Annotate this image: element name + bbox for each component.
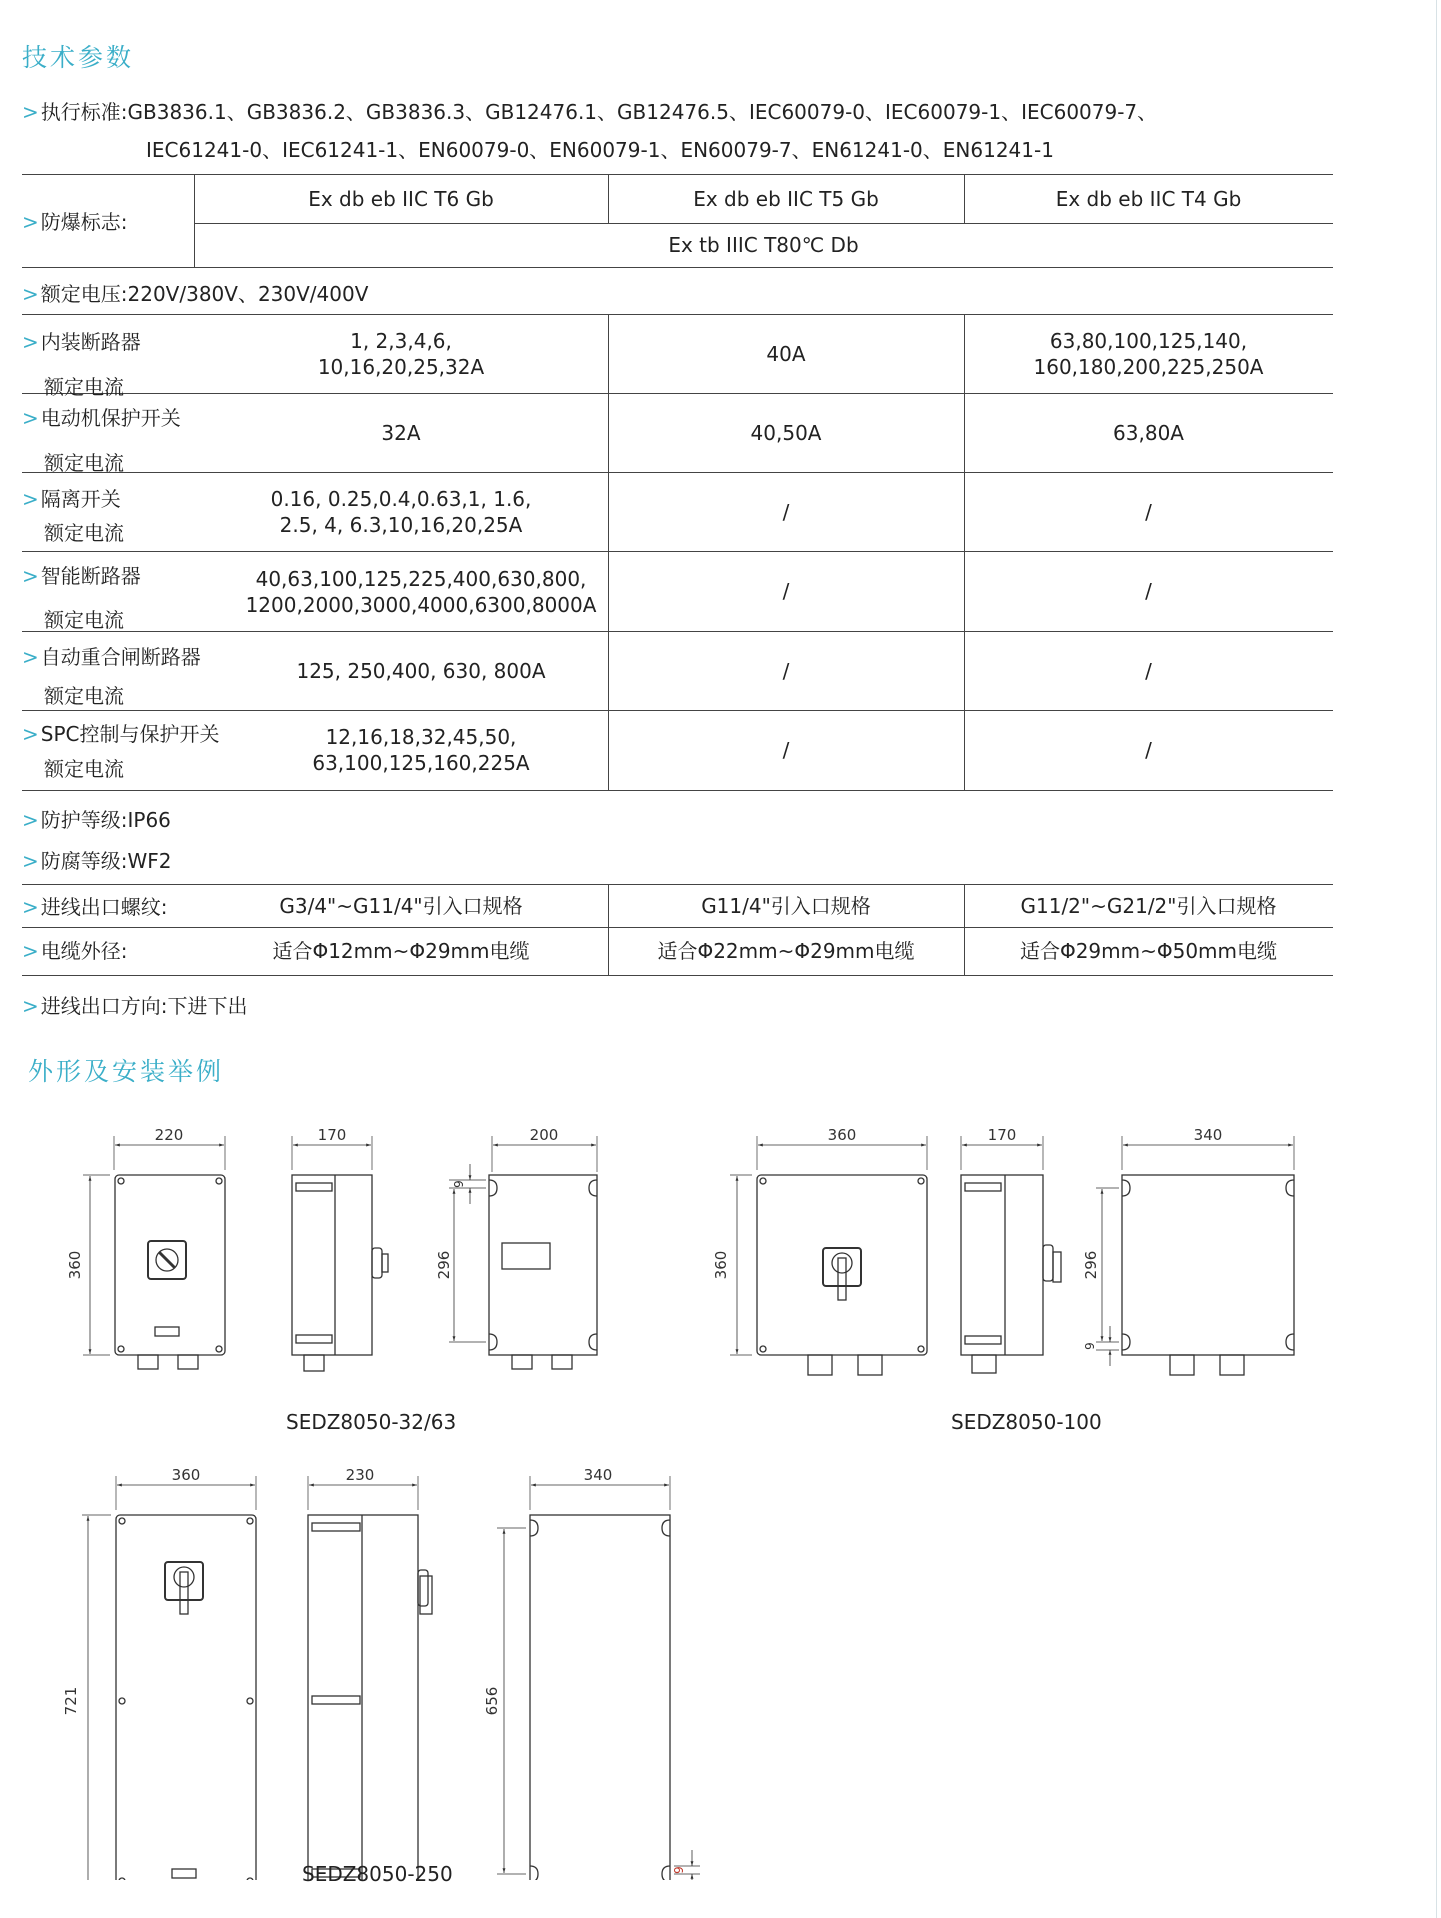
cell-line: 63,100,125,160,225A — [312, 751, 530, 775]
dim-a-side: 170 — [317, 1126, 347, 1144]
cable-label: > 电缆外径: — [22, 939, 128, 963]
corrosion-rating: > 防腐等级:WF2 — [22, 849, 172, 873]
dim-c-side: 230 — [345, 1466, 375, 1484]
drawing-b-front — [730, 1136, 927, 1375]
cell-line: 1200,2000,3000,4000,6300,8000A — [245, 593, 597, 617]
cell-recloser-t6: 125, 250,400, 630, 800A — [296, 658, 546, 683]
cell-recloser-t4: / — [1145, 658, 1152, 683]
cell-spc-t5: / — [782, 738, 790, 762]
cell-smart-t6 — [234, 564, 608, 620]
standards-line2: IEC61241-0、IEC61241-1、EN60079-0、EN60079-1、EN60079-7、EN61241-0、EN61241-1 — [146, 138, 1054, 162]
dim-b-width: 360 — [827, 1126, 857, 1144]
cell-line: 10,16,20,25,32A — [317, 355, 485, 379]
cell-line: 2.5, 4, 6.3,10,16,20,25A — [279, 513, 523, 537]
row-label-text: SPC控制与保护开关 — [40, 722, 220, 746]
row-sublabel: 额定电流 — [44, 451, 124, 475]
row-sublabel: 额定电流 — [44, 608, 124, 632]
cell-motor-t5: 40,50A — [750, 420, 822, 445]
row-sublabel: 额定电流 — [44, 375, 124, 399]
cell-isolator-t4: / — [1145, 499, 1152, 524]
ex-mark-t6: Ex db eb IIC T6 Gb — [308, 186, 494, 211]
cable-label-text: 电缆外径: — [40, 939, 128, 963]
cell-breaker-t5: 40A — [766, 341, 806, 366]
dim-a-hole: 296 — [435, 1250, 453, 1280]
dim-a-small: 9 — [452, 1180, 466, 1188]
cell-line: 0.16, 0.25,0.4,0.63,1, 1.6, — [270, 487, 532, 511]
cable-t6: 适合Φ12mm~Φ29mm电缆 — [272, 939, 530, 963]
cable-t5: 适合Φ22mm~Φ29mm电缆 — [657, 939, 915, 963]
cell-isolator-t5: / — [782, 499, 790, 524]
thread-t5: G11/4"引入口规格 — [701, 893, 871, 918]
drawing-a-front — [83, 1136, 225, 1369]
ex-marking-label: > 防爆标志: — [22, 210, 128, 234]
thread-label-text: 进线出口螺纹: — [40, 895, 168, 919]
row-label-spc: > SPC控制与保护开关 — [22, 722, 220, 746]
cell-line: 160,180,200,225,250A — [1033, 355, 1264, 379]
cable-direction-text: 进线出口方向:下进下出 — [40, 994, 248, 1018]
caption-a: SEDZ8050-32/63 — [286, 1410, 457, 1434]
dim-b-hole: 296 — [1082, 1250, 1100, 1280]
dim-a-back: 200 — [529, 1126, 559, 1144]
row-label-text: 内装断路器 — [40, 330, 141, 354]
cell-spc-t4: / — [1145, 738, 1152, 762]
dim-b-side: 170 — [987, 1126, 1017, 1144]
dim-c-hole: 656 — [483, 1686, 501, 1716]
cell-smart-t5: / — [782, 579, 790, 603]
ex-mark-dust: Ex tb IIIC T80℃ Db — [668, 233, 859, 257]
thread-t6: G3/4"~G11/4"引入口规格 — [279, 893, 523, 918]
section-title-tech: 技术参数 — [22, 43, 135, 72]
drawing-b-back — [1096, 1136, 1294, 1375]
row-sublabel: 额定电流 — [44, 521, 124, 545]
drawing-a-side — [292, 1136, 388, 1371]
caption-b: SEDZ8050-100 — [951, 1410, 1102, 1434]
dim-a-width: 220 — [154, 1126, 184, 1144]
ex-mark-t4: Ex db eb IIC T4 Gb — [1055, 186, 1242, 211]
cell-motor-t6: 32A — [381, 420, 421, 445]
ex-mark-t5: Ex db eb IIC T5 Gb — [693, 186, 879, 211]
row-label-text: 自动重合闸断路器 — [40, 645, 201, 669]
row-label-text: 隔离开关 — [40, 487, 121, 511]
drawing-a-back — [449, 1136, 597, 1369]
cable-t4: 适合Φ29mm~Φ50mm电缆 — [1019, 939, 1278, 963]
ip-rating-text: 防护等级:IP66 — [40, 808, 171, 832]
dim-b-back: 340 — [1193, 1126, 1223, 1144]
cell-motor-t4: 63,80A — [1113, 420, 1184, 445]
ex-marking-label-text: 防爆标志: — [40, 210, 128, 234]
row-label-motor: > 电动机保护开关 — [22, 406, 181, 430]
dim-c-back: 340 — [583, 1466, 613, 1484]
row-label-text: 智能断路器 — [40, 564, 141, 588]
row-sublabel: 额定电流 — [44, 684, 124, 708]
drawing-c-back — [497, 1476, 700, 1880]
thread-t4: G11/2"~G21/2"引入口规格 — [1020, 893, 1277, 918]
row-label-recloser: > 自动重合闸断路器 — [22, 645, 201, 669]
section-title-install: 外形及安装举例 — [28, 1057, 225, 1086]
cell-line: 63,80,100,125,140, — [1049, 329, 1248, 353]
cell-smart-t4: / — [1145, 579, 1152, 603]
corrosion-rating-text: 防腐等级:WF2 — [40, 849, 172, 873]
drawing-b-side — [961, 1136, 1061, 1373]
cell-breaker-t4 — [964, 326, 1333, 382]
cell-recloser-t5: / — [782, 658, 790, 683]
dim-b-height: 360 — [712, 1250, 730, 1280]
rule — [22, 790, 1333, 791]
cell-line: 12,16,18,32,45,50, — [325, 725, 517, 749]
cell-line: 1, 2,3,4,6, — [350, 329, 452, 353]
standards-text-1: GB3836.1、GB3836.2、GB3836.3、GB12476.1、GB12476.5、IEC60079-0、IEC60079-1、IEC60079-7、 — [127, 100, 1158, 124]
thread-label: > 进线出口螺纹: — [22, 895, 168, 919]
dim-c-width: 360 — [171, 1466, 201, 1484]
drawing-c-front — [82, 1476, 256, 1880]
ip-rating: > 防护等级:IP66 — [22, 808, 171, 832]
row-label-isolator: > 隔离开关 — [22, 487, 121, 511]
rated-voltage: > 额定电压:220V/380V、230V/400V — [22, 282, 369, 306]
installation-drawings — [0, 1100, 1441, 1880]
dim-a-height: 360 — [66, 1250, 84, 1280]
caption-c: SEDZ8050-250 — [302, 1862, 453, 1886]
row-sublabel: 额定电流 — [44, 757, 124, 781]
dim-b-small: 9 — [1083, 1342, 1097, 1350]
cell-line: 40,63,100,125,225,400,630,800, — [255, 567, 587, 591]
dim-c-small: 9 — [672, 1866, 686, 1874]
cell-isolator-t6 — [194, 484, 608, 540]
rated-voltage-text: 额定电压:220V/380V、230V/400V — [40, 282, 369, 306]
rule — [22, 267, 1333, 268]
drawing-c-side — [308, 1476, 432, 1880]
cell-breaker-t6 — [194, 326, 608, 382]
standards-line1: > 执行标准:GB3836.1、GB3836.2、GB3836.3、GB12476.1、GB12476.5、IEC60079-0、IEC60079-1、IEC60079-7、 — [22, 100, 1158, 124]
row-label-smart: > 智能断路器 — [22, 564, 141, 588]
row-label-breaker: > 内装断路器 — [22, 330, 141, 354]
cable-direction: > 进线出口方向:下进下出 — [22, 994, 248, 1018]
row-label-text: 电动机保护开关 — [40, 406, 181, 430]
cell-spc-t6 — [234, 722, 608, 778]
dim-c-height: 721 — [62, 1686, 80, 1716]
rule — [22, 975, 1333, 976]
standards-label: 执行标准: — [40, 100, 128, 124]
